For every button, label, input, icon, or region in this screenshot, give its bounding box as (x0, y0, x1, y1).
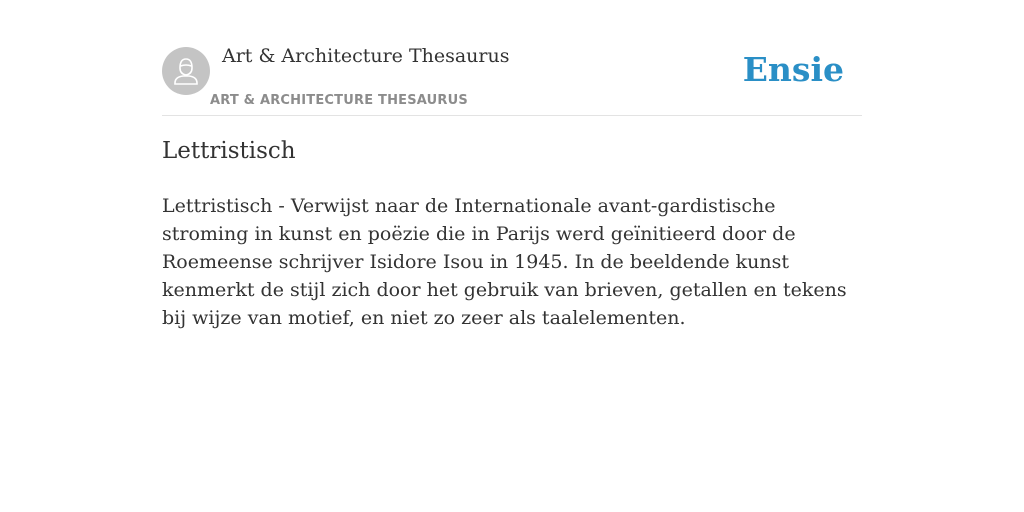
avatar[interactable] (162, 47, 210, 95)
article-body: Lettristisch - Verwijst naar de Internationale avant-gardistische stroming in kunst en poëzie die in Parijs werd geïnitieerd door de Roemeense schrijver Isidore Isou in 1945. In de beeldende kunst kenmerkt de stijl zich door het gebruik van brieven, getallen en tekens bij wijze van motief, en niet zo zeer als taalelementen. (162, 195, 847, 329)
author-name-link[interactable]: Art & Architecture Thesaurus (222, 45, 510, 67)
ensie-logo[interactable]: Ensie (742, 50, 844, 89)
user-silhouette-icon (162, 47, 210, 95)
author-tag-link[interactable]: ART & ARCHITECTURE THESAURUS (210, 93, 468, 108)
author-header (162, 40, 862, 116)
article-title: Lettristisch (162, 138, 296, 164)
